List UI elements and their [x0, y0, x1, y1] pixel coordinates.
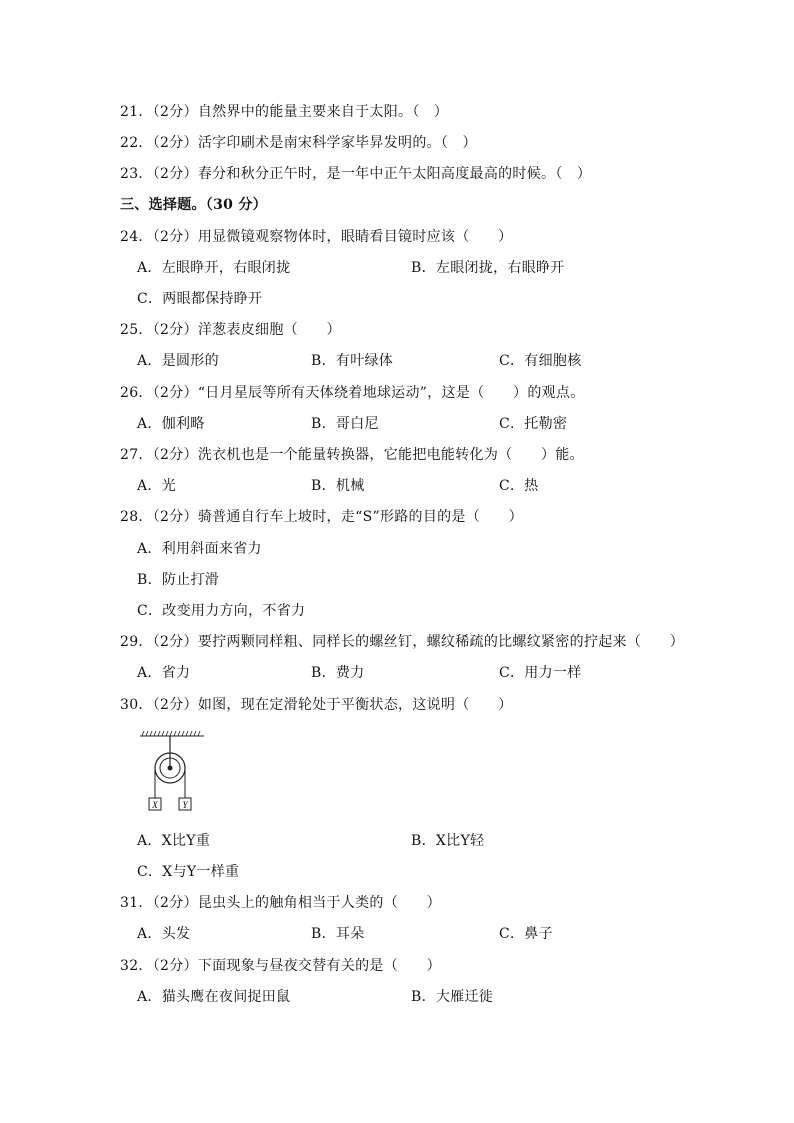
question-27-option-a: A．光: [137, 478, 177, 494]
question-28-stem: 28．（2分）骑普通自行车上坡时，走“S”形路的目的是（ ）: [120, 509, 523, 525]
question-32-option-b: B．大雁迁徙: [411, 989, 494, 1005]
question-27-option-b: B．机械: [311, 478, 365, 494]
weight-y-label: Y: [182, 800, 188, 810]
question-24-option-c: C．两眼都保持睁开: [137, 291, 263, 307]
question-32-option-a: A．猫头鹰在夜间捉田鼠: [137, 989, 291, 1005]
question-26-option-b: B．哥白尼: [311, 416, 379, 432]
question-25-option-b: B．有叶绿体: [311, 353, 394, 369]
question-26-option-c: C．托勒密: [499, 416, 568, 432]
question-25-option-a: A．是圆形的: [137, 353, 219, 369]
question-30-stem: 30．（2分）如图，现在定滑轮处于平衡状态，这说明（ ）: [120, 697, 513, 713]
question-21: 21．（2分）自然界中的能量主要来自于太阳。（ ）: [120, 104, 449, 120]
question-27-option-c: C．热: [499, 478, 539, 494]
question-28-option-c: C．改变用力方向，不省力: [137, 603, 306, 619]
question-26-stem: 26．（2分）“日月星辰等所有天体绕着地球运动”，这是（ ）的观点。: [120, 385, 585, 401]
question-24-option-a: A．左眼睁开，右眼闭拢: [137, 260, 291, 276]
question-23: 23．（2分）春分和秋分正午时，是一年中正午太阳高度最高的时候。（ ）: [120, 166, 592, 182]
question-28-option-a: A．利用斜面来省力: [137, 541, 262, 557]
question-29-stem: 29．（2分）要拧两颗同样粗、同样长的螺丝钉，螺纹稀疏的比螺纹紧密的拧起来（ ）: [120, 634, 685, 650]
question-24-option-b: B．左眼闭拢，右眼睁开: [411, 260, 565, 276]
question-29-option-b: B．费力: [311, 665, 365, 681]
question-26-option-a: A．伽利略: [137, 416, 205, 432]
question-24-stem: 24．（2分）用显微镜观察物体时，眼睛看目镜时应该（ ）: [120, 229, 513, 245]
question-25-stem: 25．（2分）洋葱表皮细胞（ ）: [120, 322, 341, 338]
question-29-option-a: A．省力: [137, 665, 191, 681]
question-31-option-c: C．鼻子: [499, 926, 553, 942]
question-31-option-a: A．头发: [137, 926, 191, 942]
question-30-option-a: A．X比Y重: [137, 833, 211, 849]
ceiling-hatching: [142, 731, 200, 736]
question-29-option-c: C．用力一样: [499, 665, 582, 681]
question-22: 22．（2分）活字印刷术是南宋科学家毕昇发明的。（ ）: [120, 135, 477, 151]
question-32-stem: 32．（2分）下面现象与昼夜交替有关的是（ ）: [120, 958, 441, 974]
question-31-option-b: B．耳朵: [311, 926, 365, 942]
question-30-option-c: C．X与Y一样重: [137, 864, 240, 880]
question-27-stem: 27．（2分）洗衣机也是一个能量转换器，它能把电能转化为（ ）能。: [120, 447, 584, 463]
section-heading-choice: 三、选择题。（30 分）: [120, 197, 267, 213]
question-31-stem: 31．（2分）昆虫头上的触角相当于人类的（ ）: [120, 895, 441, 911]
question-25-option-c: C．有细胞核: [499, 353, 582, 369]
pulley-figure: [138, 730, 206, 812]
weight-x-label: X: [152, 800, 158, 810]
question-30-option-b: B．X比Y轻: [411, 833, 485, 849]
question-28-option-b: B．防止打滑: [137, 572, 220, 588]
pulley-axle: [168, 766, 173, 771]
